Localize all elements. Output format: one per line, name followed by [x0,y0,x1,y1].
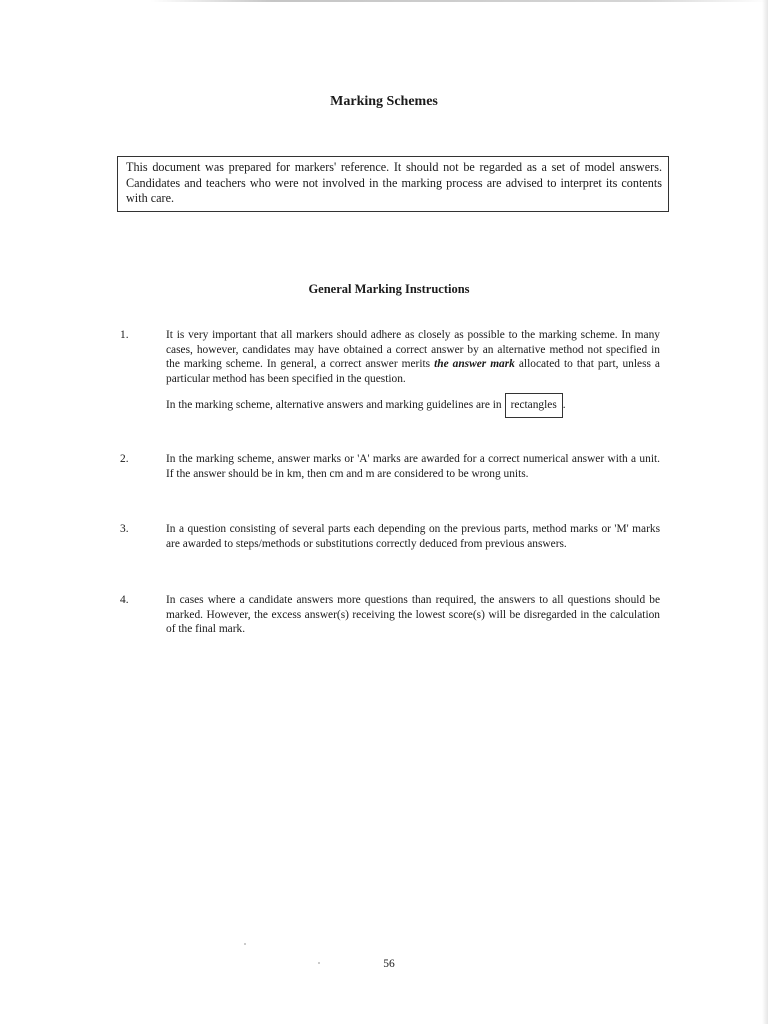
instruction-number: 2. [120,453,129,465]
instruction-item-1 [120,328,660,418]
rectangles-box: rectangles [505,393,563,418]
instruction-body [166,593,660,637]
instruction-text: In cases where a candidate answers more questions than required, the answers to all questions should be marked. However, the excess answer(s) receiving the lowest score(s) will be disregarded in the calculation of the final mark. [166,594,660,635]
instruction-number: 4. [120,594,129,606]
instruction-text: In the marking scheme, answer marks or 'A' marks are awarded for a correct numerical answer with a unit. If the answer should be in km, then cm and m are considered to be wrong units. [166,453,660,480]
notice-box [117,156,669,212]
instruction-item-3 [120,522,660,551]
instruction-body [166,328,660,418]
instruction-paragraph [166,328,660,386]
instruction-sub-text: In the marking scheme, alternative answers and marking guidelines are in [166,399,502,412]
instruction-text-after: allocated to that part, unless a particular method has been specified in the question. [166,358,660,385]
notice-text: This document was prepared for markers' reference. It should not be regarded as a set of model answers. Candidates and teachers who were not involved in the marking process are advised to interpret its contents with care. [126,160,662,205]
instruction-sub-end: . [562,399,566,412]
instruction-emphasis: the answer mark [434,358,515,370]
scan-speck [244,943,246,945]
scan-top-edge [150,0,768,2]
page-title: Marking Schemes [330,94,438,109]
instruction-text-before: It is very important that all markers should adhere as closely as possible to the marking scheme. In many cases, however, candidates may have obtained a correct answer by an alternative method not specified in the marking scheme. In general, a correct answer merits [166,329,660,370]
instruction-number: 3. [120,523,129,535]
instruction-item-4 [120,593,660,637]
section-title: General Marking Instructions [308,282,470,296]
instruction-sub-paragraph [166,393,660,418]
instruction-item-2 [120,452,660,481]
instruction-text: In a question consisting of several parts each depending on the previous parts, method marks or 'M' marks are awarded to steps/methods or substitutions correctly deduced from previous answers. [166,523,660,550]
instruction-number: 1. [120,329,129,341]
scan-right-edge [762,0,768,1024]
instruction-body [166,452,660,481]
page-number: 56 [383,958,395,970]
instruction-body [166,522,660,551]
